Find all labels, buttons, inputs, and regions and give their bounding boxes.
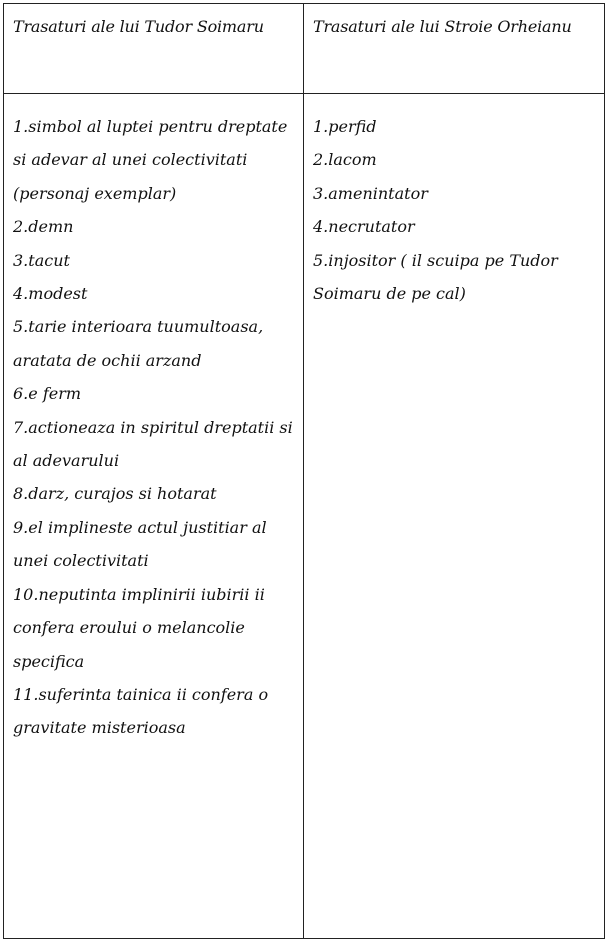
traits-table [3, 3, 605, 939]
header-cell-stroie [304, 4, 605, 94]
list-item: 1.simbol al luptei pentru dreptate si adevar al unei colectivitati (personaj exemplar) [13, 117, 288, 203]
list-item: 5.injositor ( il scuipa pe Tudor Soimaru de pe cal) [313, 250, 558, 304]
list-item: 4.modest [13, 284, 88, 304]
list-item: 9.el implineste actul justitiar al unei colectivitati [13, 517, 267, 571]
list-item: 1.perfid [313, 117, 377, 136]
list-item: 5.tarie interioara tuumultoasa, aratata de ochii arzand [13, 317, 264, 370]
list-item: 2.demn [13, 217, 74, 237]
list-item: 8.darz, curajos si hotarat [13, 484, 217, 504]
table-header-row [4, 4, 605, 94]
list-item: 3.amenintator [313, 183, 428, 203]
list-item: 2.lacom [313, 150, 377, 170]
list-item: 4.necrutator [313, 217, 415, 237]
tudor-traits-list [13, 110, 295, 745]
header-cell-tudor [4, 4, 304, 94]
list-item: 7.actioneaza in spiritul dreptatii si al adevarului [13, 417, 293, 471]
stroie-traits-cell [304, 94, 605, 939]
list-item: 10.neputinta implinirii iubirii ii confera eroului o melancolie specifica [13, 584, 265, 671]
table-body-row [4, 94, 605, 939]
tudor-traits-cell [4, 94, 304, 939]
header-tudor-label: Trasaturi ale lui Tudor Soimaru [13, 17, 264, 36]
list-item: 11.suferinta tainica ii confera o gravitate misterioasa [13, 684, 269, 738]
list-item: 3.tacut [13, 250, 70, 270]
header-stroie-label: Trasaturi ale lui Stroie Orheianu [313, 17, 572, 36]
list-item: 6.e ferm [13, 384, 82, 404]
stroie-traits-list [313, 110, 596, 310]
